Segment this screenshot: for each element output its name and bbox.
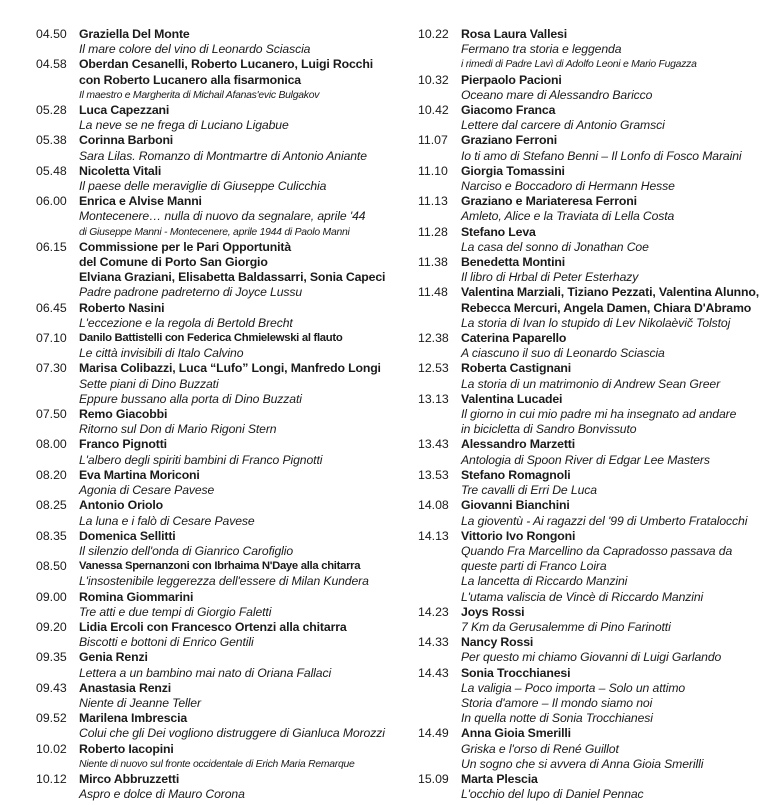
entry-time: 15.09 bbox=[418, 771, 449, 786]
entry-time: 11.28 bbox=[418, 224, 448, 239]
entry-body bbox=[79, 468, 396, 498]
schedule-entry bbox=[418, 73, 768, 103]
schedule-entry bbox=[36, 529, 396, 559]
entry-body bbox=[79, 681, 396, 711]
reader-name: Mirco Abbruzzetti bbox=[79, 771, 180, 786]
work-title: In quella notte di Sonia Trocchianesi bbox=[461, 711, 653, 726]
work-title: Aspro e dolce di Mauro Corona bbox=[79, 787, 245, 802]
reader-name: Elviana Graziani, Elisabetta Baldassarri, Sonia Capeci bbox=[79, 270, 386, 285]
work-title: Io ti amo di Stefano Benni – Il Lonfo di Fosco Maraini bbox=[461, 148, 742, 163]
entry-time: 09.43 bbox=[36, 680, 67, 695]
work-title: A ciascuno il suo di Leonardo Sciascia bbox=[461, 346, 665, 361]
entry-time: 11.48 bbox=[418, 285, 448, 300]
reader-name: Marta Plescia bbox=[461, 771, 538, 786]
schedule-entry bbox=[36, 240, 396, 301]
reader-name: Nicoletta Vitali bbox=[79, 163, 162, 178]
work-title: queste parti di Franco Loira bbox=[461, 559, 607, 574]
entry-body bbox=[79, 361, 396, 407]
entry-body bbox=[79, 103, 396, 133]
schedule-entry bbox=[36, 57, 396, 103]
schedule-column-left bbox=[36, 27, 396, 802]
entry-time: 07.50 bbox=[36, 407, 67, 422]
schedule-entry bbox=[36, 407, 396, 437]
entry-time: 10.12 bbox=[36, 771, 67, 786]
entry-body bbox=[461, 468, 768, 498]
work-title: Tre cavalli di Erri De Luca bbox=[461, 483, 597, 498]
entry-body bbox=[79, 133, 396, 163]
work-title: Griska e l'orso di René Guillot bbox=[461, 741, 619, 756]
entry-body bbox=[79, 331, 396, 361]
work-title: Ritorno sul Don di Mario Rigoni Stern bbox=[79, 422, 277, 437]
entry-body bbox=[79, 529, 396, 559]
reader-name: Roberto Iacopini bbox=[79, 741, 174, 756]
work-title: Sette piani di Dino Buzzati bbox=[79, 376, 219, 391]
reader-name: Domenica Sellitti bbox=[79, 528, 176, 543]
entry-time: 14.33 bbox=[418, 635, 449, 650]
reader-name: Sonia Trocchianesi bbox=[461, 665, 571, 680]
entry-time: 12.38 bbox=[418, 331, 449, 346]
reader-name: Eva Martina Moriconi bbox=[79, 467, 200, 482]
reader-name: Benedetta Montini bbox=[461, 255, 566, 270]
reader-name: Graziano e Mariateresa Ferroni bbox=[461, 194, 637, 209]
entry-body bbox=[79, 711, 396, 741]
entry-time: 09.52 bbox=[36, 711, 67, 726]
schedule-entry bbox=[36, 620, 396, 650]
entry-time: 10.32 bbox=[418, 72, 449, 87]
reader-name: Giacomo Franca bbox=[461, 103, 556, 118]
entry-body bbox=[461, 331, 768, 361]
work-title: L'utama valiscia de Vincè di Riccardo Manzini bbox=[461, 589, 704, 604]
schedule-entry bbox=[36, 681, 396, 711]
entry-time: 08.25 bbox=[36, 498, 67, 513]
entry-body bbox=[461, 605, 768, 635]
work-title: Antologia di Spoon River di Edgar Lee Masters bbox=[461, 452, 710, 467]
schedule-entry bbox=[36, 468, 396, 498]
schedule-entry bbox=[36, 559, 396, 589]
work-title: Niente di Jeanne Teller bbox=[79, 695, 201, 710]
entry-body bbox=[79, 742, 396, 772]
entry-body bbox=[461, 361, 768, 391]
work-title: L'eccezione e la regola di Bertold Brecht bbox=[79, 315, 293, 330]
schedule-entry bbox=[418, 194, 768, 224]
schedule-entry bbox=[36, 437, 396, 467]
reader-name: Marilena Imbrescia bbox=[79, 711, 188, 726]
entry-time: 08.20 bbox=[36, 467, 67, 482]
entry-time: 13.43 bbox=[418, 437, 449, 452]
schedule-entry bbox=[418, 666, 768, 727]
reader-name: Giovanni Bianchini bbox=[461, 498, 570, 513]
schedule-entry bbox=[36, 164, 396, 194]
reader-name: Enrica e Alvise Manni bbox=[79, 194, 202, 209]
reader-name: Caterina Paparello bbox=[461, 331, 567, 346]
schedule-entry bbox=[36, 498, 396, 528]
work-title: Narciso e Boccadoro di Hermann Hesse bbox=[461, 179, 675, 194]
work-title: in bicicletta di Sandro Bonvissuto bbox=[461, 422, 637, 437]
reader-name: Vittorio Ivo Rongoni bbox=[461, 528, 576, 543]
work-title: Fermano tra storia e leggenda bbox=[461, 42, 622, 57]
work-title: Per questo mi chiamo Giovanni di Luigi Garlando bbox=[461, 650, 722, 665]
work-title: Il paese delle meraviglie di Giuseppe Culicchia bbox=[79, 179, 327, 194]
reader-name: Stefano Leva bbox=[461, 224, 536, 239]
work-title: Sara Lilas. Romanzo di Montmartre di Antonio Aniante bbox=[79, 148, 367, 163]
entry-body bbox=[461, 498, 768, 528]
work-title: di Giuseppe Manni - Montecenere, aprile 1944 di Paolo Manni bbox=[79, 226, 350, 238]
reader-name: Giorgia Tomassini bbox=[461, 163, 565, 178]
entry-time: 13.53 bbox=[418, 467, 449, 482]
entry-time: 06.15 bbox=[36, 239, 67, 254]
work-title: Amleto, Alice e la Traviata di Lella Costa bbox=[461, 209, 675, 224]
entry-body bbox=[461, 103, 768, 133]
schedule-column-right bbox=[418, 27, 768, 802]
schedule-entry bbox=[418, 468, 768, 498]
reader-name: Anna Gioia Smerilli bbox=[461, 726, 571, 741]
entry-time: 11.10 bbox=[418, 163, 448, 178]
entry-time: 14.08 bbox=[418, 498, 449, 513]
schedule-entry bbox=[36, 650, 396, 680]
entry-time: 10.02 bbox=[36, 741, 67, 756]
entry-body bbox=[461, 437, 768, 467]
entry-time: 09.35 bbox=[36, 650, 67, 665]
work-title: Il silenzio dell'onda di Gianrico Carofiglio bbox=[79, 543, 294, 558]
reader-name: Rebecca Mercuri, Angela Damen, Chiara D'Abramo bbox=[461, 300, 752, 315]
entry-time: 09.20 bbox=[36, 619, 67, 634]
work-title: La lancetta di Riccardo Manzini bbox=[461, 574, 628, 589]
entry-body bbox=[79, 620, 396, 650]
entry-body bbox=[79, 498, 396, 528]
work-title: La luna e i falò di Cesare Pavese bbox=[79, 513, 255, 528]
schedule-entry bbox=[418, 285, 768, 331]
work-title: La casa del sonno di Jonathan Coe bbox=[461, 239, 649, 254]
entry-time: 05.48 bbox=[36, 163, 67, 178]
schedule-entry bbox=[36, 301, 396, 331]
work-title: Niente di nuovo sul fronte occidentale di Erich Maria Remarque bbox=[79, 758, 355, 770]
entry-body bbox=[461, 392, 768, 438]
schedule-entry bbox=[36, 711, 396, 741]
work-title: Montecenere… nulla di nuovo da segnalare, aprile '44 bbox=[79, 209, 366, 224]
entry-time: 14.49 bbox=[418, 726, 449, 741]
work-title: La gioventù - Ai ragazzi del '99 di Umberto Fratalocchi bbox=[461, 513, 748, 528]
schedule-entry bbox=[418, 225, 768, 255]
entry-body bbox=[461, 194, 768, 224]
entry-time: 04.58 bbox=[36, 57, 67, 72]
schedule-entry bbox=[36, 103, 396, 133]
work-title: La valigia – Poco importa – Solo un attimo bbox=[461, 680, 686, 695]
work-title: Un sogno che si avvera di Anna Gioia Smerilli bbox=[461, 756, 704, 771]
work-title: La storia di Ivan lo stupido di Lev Nikolaèvič Tolstoj bbox=[461, 315, 731, 330]
entry-time: 11.38 bbox=[418, 255, 448, 270]
work-title: Le città invisibili di Italo Calvino bbox=[79, 346, 244, 361]
reader-name: Franco Pignotti bbox=[79, 437, 167, 452]
entry-time: 13.13 bbox=[418, 391, 449, 406]
reader-name: Romina Giommarini bbox=[79, 589, 194, 604]
reader-name: Valentina Marziali, Tiziano Pezzati, Valentina Alunno, bbox=[461, 285, 760, 300]
entry-time: 11.07 bbox=[418, 133, 448, 148]
reader-name: Danilo Battistelli con Federica Chmielewski al flauto bbox=[79, 332, 343, 345]
schedule-entry bbox=[36, 361, 396, 407]
schedule-entry bbox=[418, 164, 768, 194]
entry-body bbox=[461, 726, 768, 772]
entry-body bbox=[461, 666, 768, 727]
reader-name: Vanessa Spernanzoni con Ibrhaima N'Daye alla chitarra bbox=[79, 560, 361, 573]
work-title: Eppure bussano alla porta di Dino Buzzati bbox=[79, 391, 302, 406]
entry-time: 08.00 bbox=[36, 437, 67, 452]
entry-time: 08.50 bbox=[36, 559, 67, 574]
reader-name: Graziella Del Monte bbox=[79, 27, 190, 41]
reader-name: Antonio Oriolo bbox=[79, 498, 163, 513]
work-title: L'insostenibile leggerezza dell'essere di Milan Kundera bbox=[79, 574, 369, 589]
schedule-entry bbox=[418, 635, 768, 665]
work-title: 7 Km da Gerusalemme di Pino Farinotti bbox=[461, 619, 671, 634]
entry-body bbox=[461, 73, 768, 103]
work-title: L'occhio del lupo di Daniel Pennac bbox=[461, 787, 644, 802]
entry-time: 10.22 bbox=[418, 27, 449, 41]
reader-name: Roberta Castignani bbox=[461, 361, 572, 376]
entry-body bbox=[79, 57, 396, 103]
schedule-entry bbox=[36, 133, 396, 163]
reader-name: Stefano Romagnoli bbox=[461, 467, 571, 482]
entry-body bbox=[461, 772, 768, 802]
schedule-entry bbox=[418, 255, 768, 285]
entry-body bbox=[79, 650, 396, 680]
reader-name: del Comune di Porto San Giorgio bbox=[79, 255, 268, 270]
entry-body bbox=[461, 285, 768, 331]
entry-body bbox=[461, 27, 768, 73]
reader-name: Remo Giacobbi bbox=[79, 407, 168, 422]
work-title: La neve se ne frega di Luciano Ligabue bbox=[79, 118, 289, 133]
entry-time: 14.13 bbox=[418, 528, 449, 543]
schedule-entry bbox=[418, 772, 768, 802]
reader-name: Valentina Lucadei bbox=[461, 391, 563, 406]
reader-name: Anastasia Renzi bbox=[79, 680, 172, 695]
schedule-entry bbox=[418, 27, 768, 73]
reader-name: con Roberto Lucanero alla fisarmonica bbox=[79, 72, 301, 87]
work-title: Lettere dal carcere di Antonio Gramsci bbox=[461, 118, 665, 133]
reader-name: Roberto Nasini bbox=[79, 300, 165, 315]
schedule-entry bbox=[36, 194, 396, 240]
work-title: Storia d'amore – Il mondo siamo noi bbox=[461, 695, 653, 710]
schedule-entry bbox=[418, 331, 768, 361]
entry-body bbox=[79, 772, 396, 802]
work-title: La storia di un matrimonio di Andrew Sean Greer bbox=[461, 376, 721, 391]
schedule-entry bbox=[418, 103, 768, 133]
work-title: Padre padrone padreterno di Joyce Lussu bbox=[79, 285, 303, 300]
reader-name: Oberdan Cesanelli, Roberto Lucanero, Luigi Rocchi bbox=[79, 57, 373, 72]
reader-name: Lidia Ercoli con Francesco Ortenzi alla chitarra bbox=[79, 619, 347, 634]
entry-time: 07.10 bbox=[36, 331, 67, 346]
schedule-entry bbox=[418, 392, 768, 438]
schedule-entry bbox=[36, 772, 396, 802]
entry-body bbox=[79, 240, 396, 301]
entry-body bbox=[461, 164, 768, 194]
reader-name: Luca Capezzani bbox=[79, 103, 170, 118]
entry-time: 04.50 bbox=[36, 27, 67, 41]
schedule-entry bbox=[418, 361, 768, 391]
work-title: Tre atti e due tempi di Giorgio Faletti bbox=[79, 604, 272, 619]
schedule-entry bbox=[36, 331, 396, 361]
work-title: Quando Fra Marcellino da Capradosso passava da bbox=[461, 543, 733, 558]
reader-name: Pierpaolo Pacioni bbox=[461, 72, 562, 87]
entry-body bbox=[79, 301, 396, 331]
work-title: L'albero degli spiriti bambini di Franco Pignotti bbox=[79, 452, 323, 467]
work-title: Il mare colore del vino di Leonardo Sciascia bbox=[79, 42, 311, 57]
work-title: Il giorno in cui mio padre mi ha insegnato ad andare bbox=[461, 407, 737, 422]
entry-body bbox=[461, 133, 768, 163]
schedule-entry bbox=[418, 498, 768, 528]
schedule-entry bbox=[36, 27, 396, 57]
reader-name: Genia Renzi bbox=[79, 650, 148, 665]
work-title: Colui che gli Dei vogliono distruggere di Gianluca Morozzi bbox=[79, 726, 385, 741]
schedule-entry bbox=[418, 437, 768, 467]
work-title: Il libro di Hrbal di Peter Esterhazy bbox=[461, 270, 639, 285]
schedule-entry bbox=[418, 133, 768, 163]
reader-name: Commissione per le Pari Opportunità bbox=[79, 239, 292, 254]
entry-body bbox=[461, 255, 768, 285]
entry-time: 09.00 bbox=[36, 589, 67, 604]
reader-name: Nancy Rossi bbox=[461, 635, 534, 650]
entry-time: 05.38 bbox=[36, 133, 67, 148]
reader-name: Joys Rossi bbox=[461, 604, 525, 619]
work-title: Lettera a un bambino mai nato di Oriana Fallaci bbox=[79, 665, 332, 680]
entry-body bbox=[79, 559, 396, 589]
entry-time: 14.23 bbox=[418, 604, 449, 619]
entry-body bbox=[79, 27, 396, 57]
schedule-entry bbox=[418, 605, 768, 635]
work-title: Agonia di Cesare Pavese bbox=[79, 483, 215, 498]
work-title: Il maestro e Margherita di Michail Afanas'evic Bulgakov bbox=[79, 89, 320, 101]
entry-body bbox=[79, 407, 396, 437]
reader-name: Graziano Ferroni bbox=[461, 133, 557, 148]
entry-time: 14.43 bbox=[418, 665, 449, 680]
entry-body bbox=[79, 194, 396, 240]
work-title: Biscotti e bottoni di Enrico Gentili bbox=[79, 635, 254, 650]
schedule-entry bbox=[418, 726, 768, 772]
work-title: Oceano mare di Alessandro Baricco bbox=[461, 87, 653, 102]
entry-time: 05.28 bbox=[36, 103, 67, 118]
entry-time: 06.00 bbox=[36, 194, 67, 209]
entry-time: 06.45 bbox=[36, 300, 67, 315]
entry-time: 07.30 bbox=[36, 361, 67, 376]
entry-body bbox=[461, 529, 768, 605]
entry-body bbox=[461, 225, 768, 255]
reader-name: Rosa Laura Vallesi bbox=[461, 27, 567, 41]
entry-time: 10.42 bbox=[418, 103, 449, 118]
schedule-entry bbox=[418, 529, 768, 605]
entry-body bbox=[79, 164, 396, 194]
reader-name: Marisa Colibazzi, Luca “Lufo” Longi, Manfredo Longi bbox=[79, 361, 381, 376]
reader-name: Corinna Barboni bbox=[79, 133, 174, 148]
reader-name: Alessandro Marzetti bbox=[461, 437, 576, 452]
schedule-entry bbox=[36, 590, 396, 620]
work-title: i rimedi di Padre Lavì di Adolfo Leoni e Mario Fugazza bbox=[461, 59, 697, 71]
entry-time: 11.13 bbox=[418, 194, 448, 209]
schedule-entry bbox=[36, 742, 396, 772]
entry-time: 12.53 bbox=[418, 361, 449, 376]
entry-body bbox=[461, 635, 768, 665]
entry-time: 08.35 bbox=[36, 528, 67, 543]
entry-body bbox=[79, 590, 396, 620]
entry-body bbox=[79, 437, 396, 467]
